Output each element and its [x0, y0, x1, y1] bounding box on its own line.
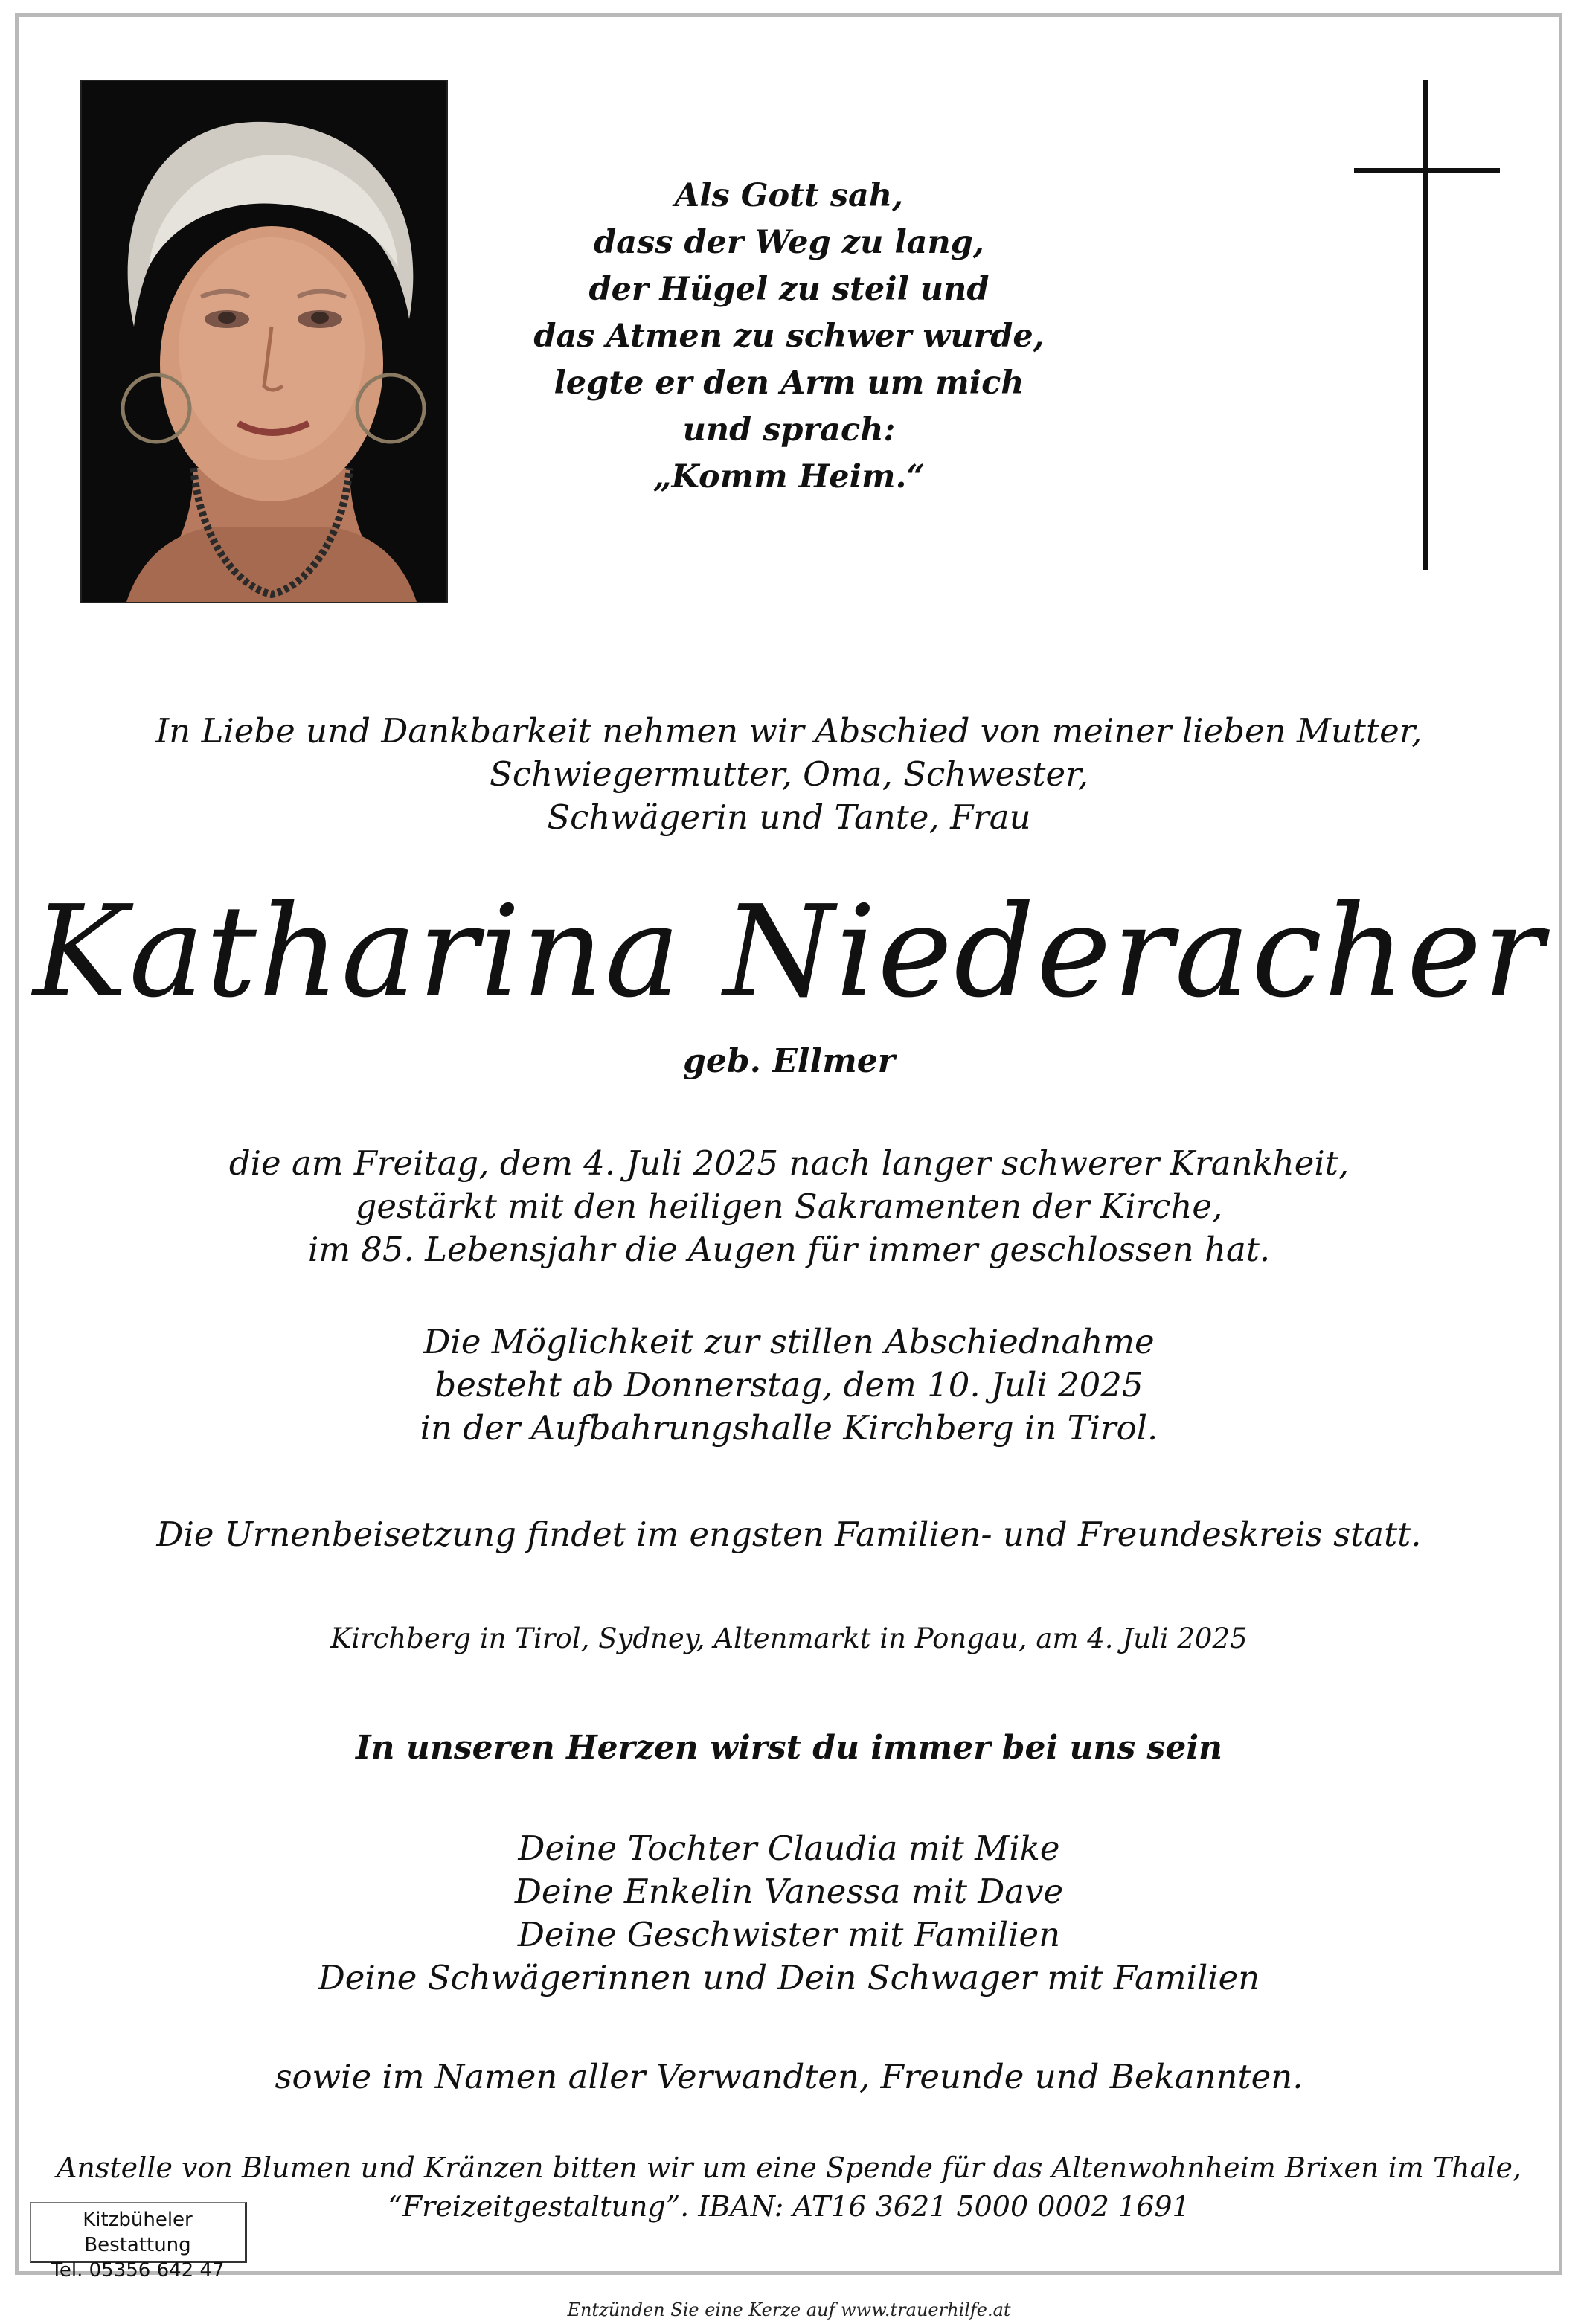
poem-line: der Hügel zu steil und: [588, 271, 990, 308]
donation-line: Anstelle von Blumen und Kränzen bitten wir um eine Spende für das Altenwohnheim Brixen im Thale,: [56, 2151, 1522, 2184]
poem: [0, 173, 1578, 501]
burial-info: Die Urnenbeisetzung findet im engsten Familien- und Freundeskreis statt.: [156, 1515, 1422, 1554]
maiden-name: geb. Ellmer: [683, 1042, 895, 1080]
death-notice-line: gestärkt mit den heiligen Sakramenten der Kirche,: [355, 1187, 1223, 1226]
place-date: Kirchberg in Tirol, Sydney, Altenmarkt in Pongau, am 4. Juli 2025: [330, 1622, 1248, 1654]
family-line: Deine Tochter Claudia mit Mike: [518, 1829, 1060, 1868]
poem-line: Als Gott sah,: [674, 177, 904, 214]
motto: In unseren Herzen wirst du immer bei uns sein: [355, 1729, 1223, 1767]
family-list: [0, 1827, 1578, 2000]
undertaker-name: Kitzbüheler Bestattung: [83, 2209, 193, 2256]
poem-line: und sprach:: [682, 411, 896, 449]
undertaker-stamp: [30, 2202, 247, 2282]
death-notice-line: im 85. Lebensjahr die Augen für immer geschlossen hat.: [307, 1230, 1271, 1269]
death-notice-line: die am Freitag, dem 4. Juli 2025 nach langer schwerer Krankheit,: [228, 1143, 1350, 1183]
poem-line: legte er den Arm um mich: [554, 365, 1024, 402]
farewell-line: Die Möglichkeit zur stillen Abschiednahme: [423, 1322, 1155, 1361]
farewell-info: [0, 1320, 1578, 1450]
poem-line: dass der Weg zu lang,: [594, 224, 984, 261]
farewell-line: besteht ab Donnerstag, dem 10. Juli 2025: [434, 1365, 1144, 1405]
undertaker-phone: Tel. 05356 642 47: [51, 2259, 225, 2282]
footer-link[interactable]: Entzünden Sie eine Kerze auf www.trauerhilfe.at: [567, 2299, 1011, 2320]
family-line: Deine Schwägerinnen und Dein Schwager mit Familien: [318, 1958, 1260, 1997]
poem-line: das Atmen zu schwer wurde,: [533, 318, 1045, 355]
intro-line: Schwägerin und Tante, Frau: [547, 797, 1031, 837]
intro-text: [0, 710, 1578, 839]
death-notice: [0, 1142, 1578, 1271]
also-on-behalf: sowie im Namen aller Verwandten, Freunde und Bekannten.: [275, 2057, 1303, 2096]
farewell-line: in der Aufbahrungshalle Kirchberg in Tirol.: [420, 1408, 1158, 1448]
intro-line: Schwiegermutter, Oma, Schwester,: [490, 754, 1088, 794]
intro-line: In Liebe und Dankbarkeit nehmen wir Abschied von meiner lieben Mutter,: [155, 711, 1423, 751]
deceased-name: Katharina Niederacher: [33, 879, 1545, 1026]
donation-line: “Freizeitgestaltung”. IBAN: AT16 3621 5000 0002 1691: [388, 2190, 1190, 2223]
family-line: Deine Enkelin Vanessa mit Dave: [514, 1872, 1064, 1911]
family-line: Deine Geschwister mit Familien: [517, 1915, 1061, 1954]
poem-line: „Komm Heim.“: [652, 458, 926, 495]
